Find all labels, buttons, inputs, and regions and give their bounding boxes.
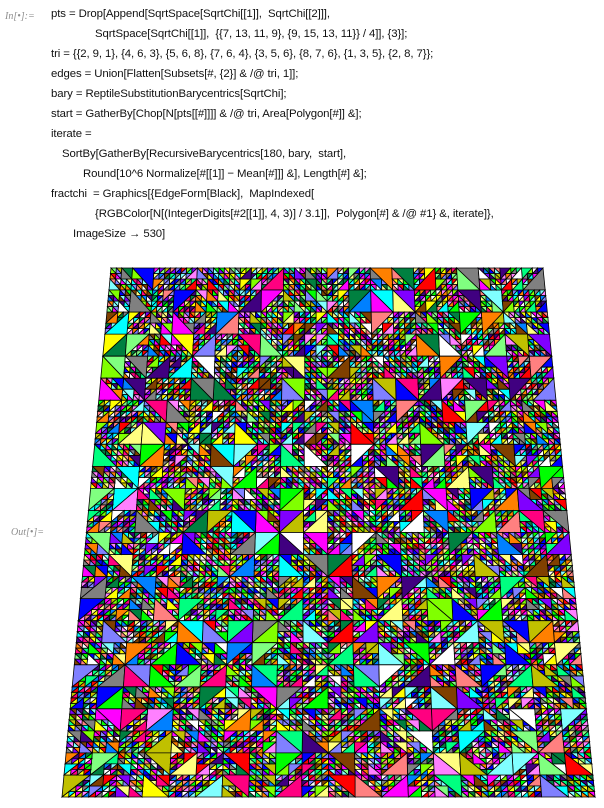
code-line: SqrtSpace[SqrtChi[[1]], {{7, 13, 11, 9}, {9, 15, 13, 11}} / 4]], {3}]; bbox=[95, 28, 408, 40]
code-line: pts = Drop[Append[SqrtSpace[SqrtChi[[1]], SqrtChi[[2]]], bbox=[51, 8, 330, 20]
code-line: SortBy[GatherBy[RecursiveBarycentrics[180, bary, start], bbox=[62, 148, 347, 160]
code-line: Round[10^6 Normalize[#[[1]] − Mean[#]]] &], Length[#] &]; bbox=[83, 168, 367, 180]
fractal-tiles bbox=[62, 268, 595, 797]
code-line: ImageSize → 530] bbox=[73, 228, 166, 240]
output-cell-label: Out[•]= bbox=[11, 527, 45, 538]
code-line: {RGBColor[N[(IntegerDigits[#2[[1]], 4, 3)] / 3.1]], Polygon[#] & /@ #1} &, iterate]}, bbox=[95, 208, 494, 220]
code-line: tri = {{2, 9, 1}, {4, 6, 3}, {5, 6, 8}, {7, 6, 4}, {3, 5, 6}, {8, 7, 6}, {1, 3, 5}, {2, 8, 7}}; bbox=[51, 48, 434, 60]
code-line: edges = Union[Flatten[Subsets[#, {2}] & /@ tri, 1]]; bbox=[51, 68, 299, 80]
code-line: fractchi = Graphics[{EdgeForm[Black], MapIndexed[ bbox=[51, 188, 315, 200]
code-line: iterate = bbox=[51, 128, 92, 140]
input-cell-label: In[•]:= bbox=[5, 11, 35, 22]
code-line: start = GatherBy[Chop[N[pts[[#]]]] & /@ tri, Area[Polygon[#]] &]; bbox=[51, 108, 362, 120]
code-line: bary = ReptileSubstitutionBarycentrics[SqrtChi]; bbox=[51, 88, 287, 100]
